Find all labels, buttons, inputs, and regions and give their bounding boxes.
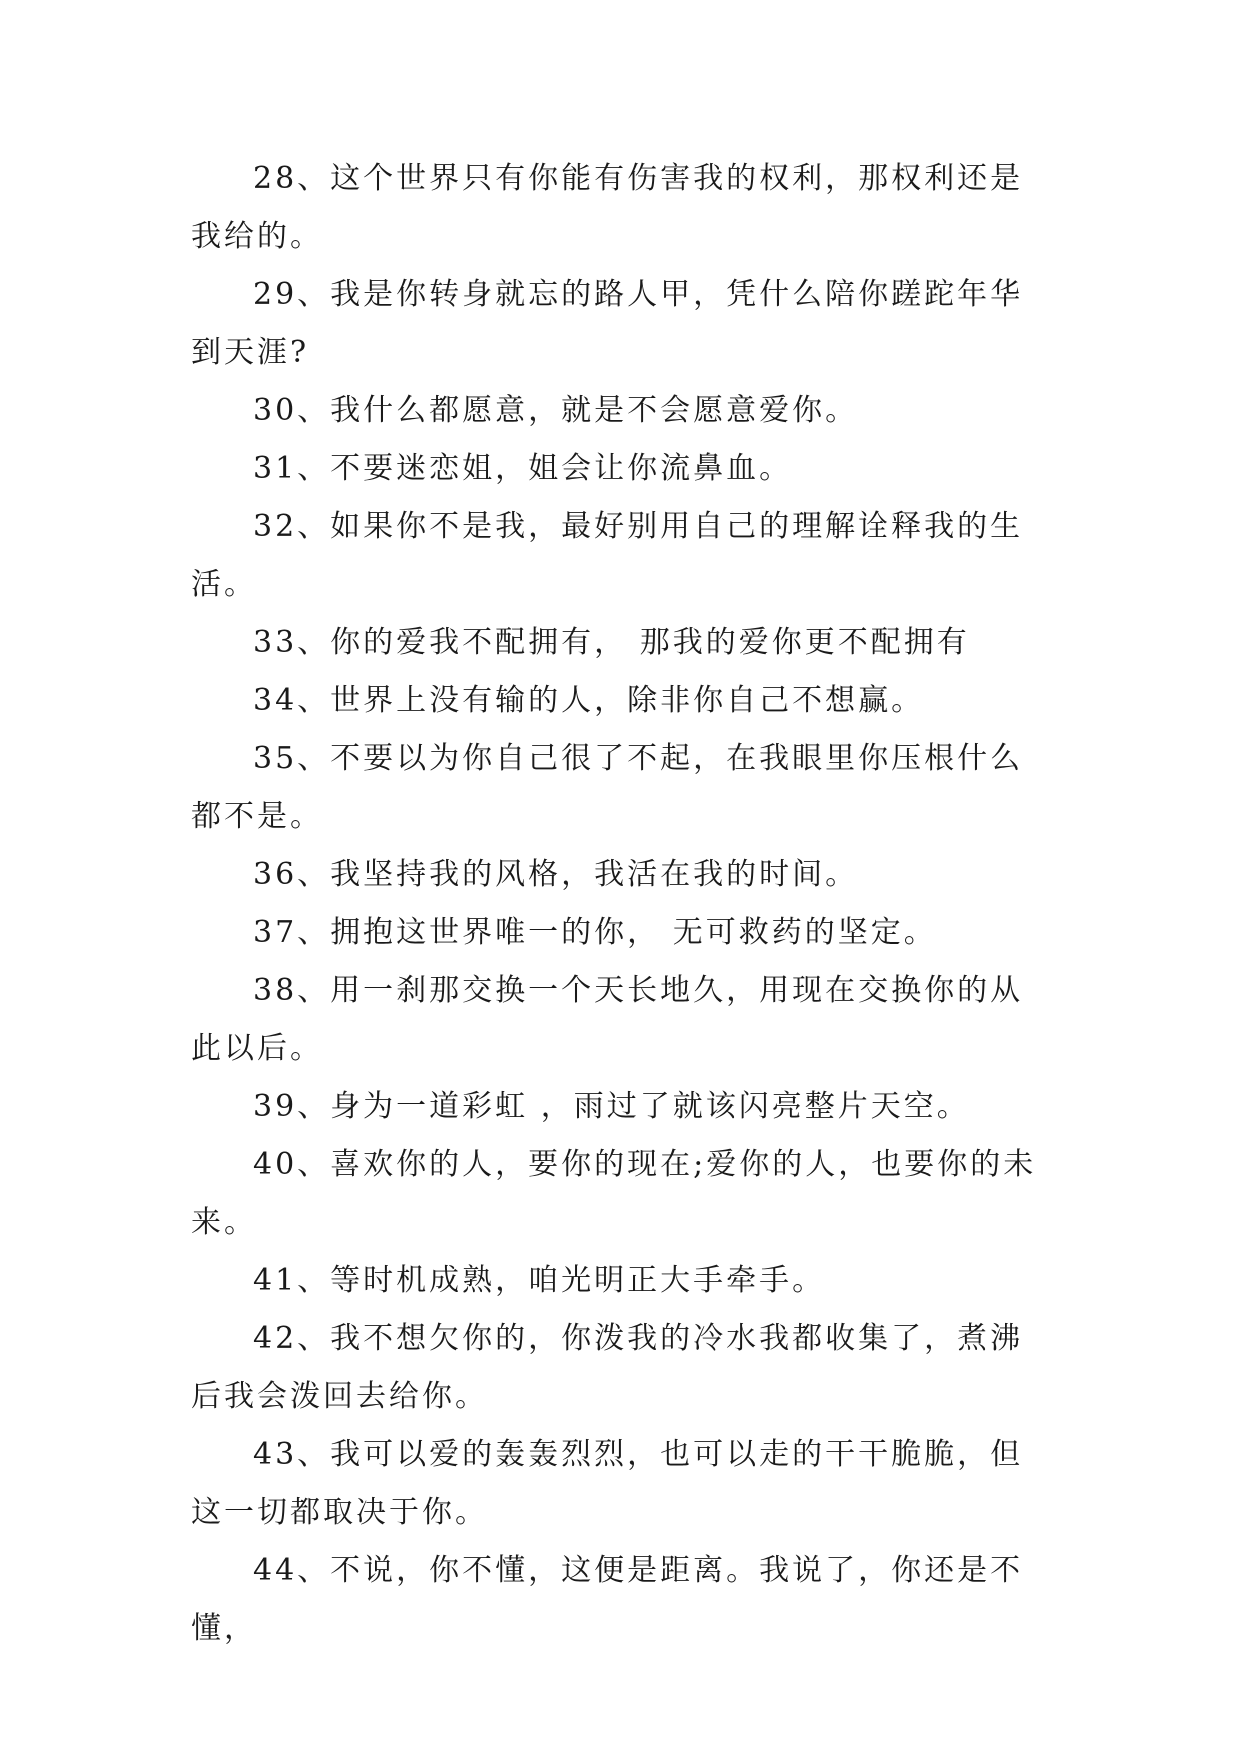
paragraph-42: 42、我不想欠你的，你泼我的冷水我都收集了，煮沸后我会泼回去给你。 [191,1321,1024,1414]
paragraph-30: 30、我什么都愿意，就是不会愿意爱你。 [253,393,859,428]
paragraph-31: 31、不要迷恋姐，姐会让你流鼻血。 [253,451,793,486]
paragraph-37: 37、拥抱这世界唯一的你， 无可救药的坚定。 [253,915,937,950]
paragraph-32: 32、如果你不是我，最好别用自己的理解诠释我的生活。 [191,509,1024,602]
paragraph-34: 34、世界上没有输的人，除非你自己不想赢。 [253,683,925,718]
paragraph-41: 41、等时机成熟，咱光明正大手牵手。 [253,1263,826,1298]
paragraph-28: 28、这个世界只有你能有伤害我的权利，那权利还是我给的。 [191,161,1024,254]
paragraph-33: 33、你的爱我不配拥有， 那我的爱你更不配拥有 [253,625,970,660]
paragraph-40: 40、喜欢你的人，要你的现在;爱你的人，也要你的未来。 [191,1147,1037,1240]
document-body [191,150,1055,1658]
paragraph-39: 39、身为一道彩虹 ，雨过了就该闪亮整片天空。 [253,1089,970,1124]
paragraph-29: 29、我是你转身就忘的路人甲，凭什么陪你蹉跎年华到天涯? [191,277,1024,370]
paragraph-43: 43、我可以爱的轰轰烈烈，也可以走的干干脆脆，但这一切都取决于你。 [191,1437,1024,1530]
paragraph-35: 35、不要以为你自己很了不起，在我眼里你压根什么都不是。 [191,741,1024,834]
paragraph-38: 38、用一刹那交换一个天长地久，用现在交换你的从此以后。 [191,973,1024,1066]
paragraph-44: 44、不说，你不懂，这便是距离。我说了，你还是不懂， [191,1553,1024,1646]
paragraph-36: 36、我坚持我的风格，我活在我的时间。 [253,857,859,892]
